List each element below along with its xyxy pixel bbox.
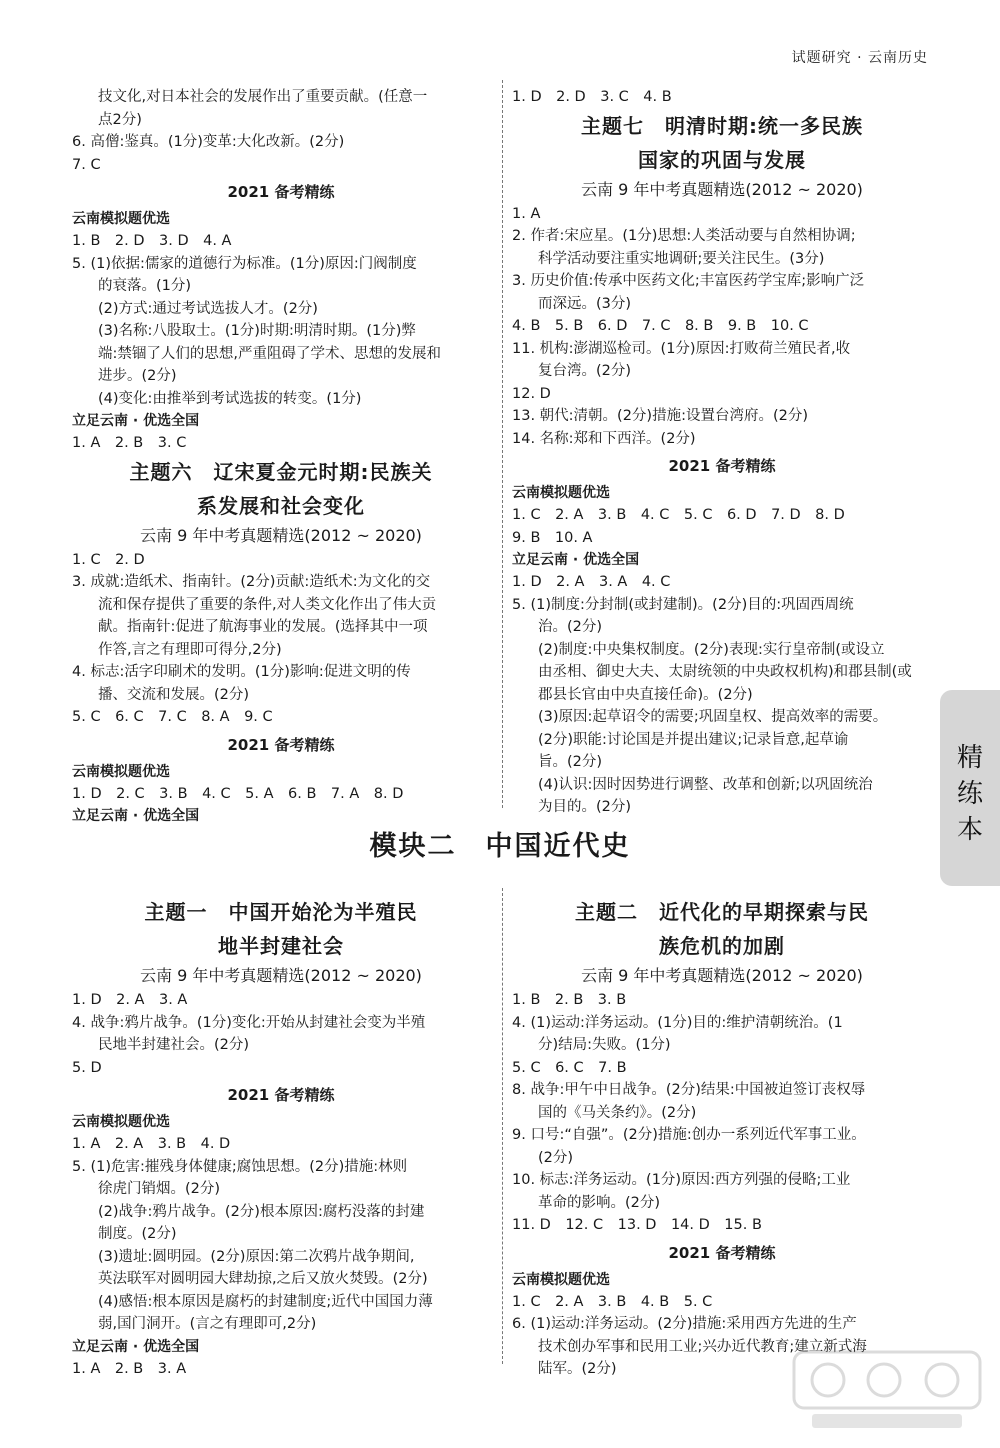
answer-line-continued: (4)感悟:根本原因是腐朽的封建制度;近代中国国力薄 — [98, 1293, 433, 1310]
answer-line: 4. 标志:活字印刷术的发明。(1分)影响:促进文明的传 — [72, 664, 411, 680]
answer-line-continued: 革命的影响。(2分) — [538, 1194, 661, 1211]
answer-line-continued: 的衰落。(1分) — [98, 278, 192, 294]
answer-line-continued: 徐虎门销烟。(2分) — [98, 1181, 221, 1197]
answer-line: 5. C 6. C 7. B — [512, 1059, 627, 1076]
answer-line-continued: 治。(2分) — [538, 619, 603, 635]
answer-line-continued: 为目的。(2分) — [538, 799, 632, 815]
exam-source-subtitle: 云南 9 年中考真题精选(2012 ~ 2020) — [581, 179, 863, 199]
answer-line-continued: 国的《马关条约》。(2分) — [538, 1104, 697, 1121]
subsection-heading: 立足云南 · 优选全国 — [72, 808, 200, 824]
answer-line: 5. (1)依据:儒家的道德行为标准。(1分)原因:门阀制度 — [72, 255, 417, 272]
answer-line-continued: (2)战争:鸦片战争。(2分)根本原因:腐朽没落的封建 — [98, 1203, 425, 1220]
answer-line: 8. 战争:甲午中日战争。(2分)结果:中国被迫签订丧权辱 — [512, 1082, 866, 1098]
answer-line-continued: (4)认识:因时因势进行调整、改革和创新;以巩固统治 — [538, 776, 873, 793]
answer-line: 2. 作者:宋应星。(1分)思想:人类活动要与自然相协调; — [512, 228, 856, 244]
answer-line: 12. D — [512, 385, 551, 402]
answer-line-continued: 技文化,对日本社会的发展作出了重要贡献。(任意一 — [98, 89, 428, 105]
answer-line: 4. (1)运动:洋务运动。(1分)目的:维护清朝统治。(1 — [512, 1014, 843, 1031]
answer-line: 1. D 2. D 3. C 4. B — [512, 89, 672, 105]
answer-line: 9. B 10. A — [512, 529, 593, 546]
topic-title-continued: 族危机的加剧 — [659, 934, 785, 958]
answer-line: 5. (1)制度:分封制(或封建制)。(2分)目的:巩固西周统 — [512, 596, 854, 613]
answer-line-continued: 作答,言之有理即可得分,2分) — [98, 641, 282, 658]
subsection-heading: 立足云南 · 优选全国 — [512, 552, 640, 568]
answer-line-continued: (4)变化:由推举到考试选拔的转变。(1分) — [98, 390, 362, 407]
answer-line-continued: 郡县长官由中央直接任命)。(2分) — [538, 686, 753, 703]
subsection-heading: 云南模拟题优选 — [72, 1114, 170, 1130]
answer-line: 1. B 2. D 3. D 4. A — [72, 233, 232, 249]
column-divider-top — [502, 80, 503, 808]
exam-source-subtitle: 云南 9 年中考真题精选(2012 ~ 2020) — [140, 525, 422, 545]
answer-line-continued: 技术创办军事和民用工业;兴办近代教育;建立新式海 — [538, 1338, 867, 1355]
watermark-logo — [792, 1348, 982, 1434]
section-heading: 2021 备考精练 — [227, 1086, 335, 1104]
top-left-column — [72, 86, 490, 827]
answer-line-continued: (2分)职能:讨论国是并提出建议;记录旨意,起草谕 — [538, 731, 849, 748]
answer-line: 1. C 2. A 3. B 4. B 5. C — [512, 1293, 713, 1310]
answer-line-continued: 进步。(2分) — [98, 368, 177, 384]
side-tab — [940, 690, 1000, 886]
answer-line-continued: 制度。(2分) — [98, 1226, 177, 1242]
answer-line-continued: 献。指南针:促进了航海事业的发展。(选择其中一项 — [98, 619, 428, 635]
side-tab-label: 精练本 — [956, 743, 983, 845]
answer-line: 10. 标志:洋务运动。(1分)原因:西方列强的侵略;工业 — [512, 1172, 851, 1188]
subsection-heading: 云南模拟题优选 — [72, 763, 170, 780]
answer-line-continued: 播、交流和发展。(2分) — [98, 686, 250, 703]
section-heading: 2021 备考精练 — [668, 457, 776, 475]
answer-line: 11. D 12. C 13. D 14. D 15. B — [512, 1217, 762, 1233]
answer-line: 4. B 5. B 6. D 7. C 8. B 9. B 10. C — [512, 318, 809, 334]
topic-title-continued: 国家的巩固与发展 — [638, 147, 806, 172]
answer-line-continued: (3)原因:起草诏令的需要;巩固皇权、提高效率的需要。 — [538, 709, 888, 725]
answer-line-continued: (2分) — [538, 1149, 574, 1166]
answer-line-continued: (2)方式:通过考试选拔人才。(2分) — [98, 300, 318, 317]
answer-line-continued: (3)遗址:圆明园。(2分)原因:第二次鸦片战争期间, — [98, 1248, 415, 1265]
answer-line: 14. 名称:郑和下西洋。(2分) — [512, 430, 696, 447]
subsection-heading: 立足云南 · 优选全国 — [72, 1338, 200, 1355]
answer-line: 3. 成就:造纸术、指南针。(2分)贡献:造纸术:为文化的交 — [72, 574, 431, 590]
subsection-heading: 立足云南 · 优选全国 — [72, 413, 200, 429]
answer-line: 1. C 2. D — [72, 551, 145, 568]
answer-line-continued: 科学活动要注重实地调研;要关注民生。(3分) — [538, 250, 825, 267]
answer-line: 1. D 2. A 3. A — [72, 992, 188, 1008]
subsection-heading: 云南模拟题优选 — [512, 1271, 610, 1288]
exam-source-subtitle: 云南 9 年中考真题精选(2012 ~ 2020) — [140, 966, 422, 985]
answer-line: 1. C 2. A 3. B 4. C 5. C 6. D 7. D 8. D — [512, 507, 845, 523]
bottom-right-column — [512, 895, 932, 1381]
answer-line-continued: 陆军。(2分) — [538, 1361, 617, 1377]
answer-line: 5. D — [72, 1059, 102, 1076]
answer-line-continued: 点2分) — [98, 111, 142, 128]
answer-line: 1. A 2. B 3. A — [72, 1360, 187, 1377]
answer-line: 1. D 2. C 3. B 4. C 5. A 6. B 7. A 8. D — [72, 785, 404, 802]
answer-line-continued: 而深远。(3分) — [538, 295, 632, 312]
section-heading: 2021 备考精练 — [227, 183, 335, 201]
answer-line: 11. 机构:澎湖巡检司。(1分)原因:打败荷兰殖民者,收 — [512, 340, 851, 357]
answer-line: 1. A 2. A 3. B 4. D — [72, 1136, 231, 1152]
subsection-heading: 云南模拟题优选 — [72, 211, 170, 227]
topic-title-continued: 地半封建社会 — [218, 934, 344, 958]
answer-line-continued: 复台湾。(2分) — [538, 363, 632, 379]
top-right-column — [512, 86, 932, 819]
answer-line-continued: 分)结局:失败。(1分) — [538, 1037, 671, 1053]
column-divider-bottom — [502, 888, 503, 1364]
answer-line: 6. (1)运动:洋务运动。(2分)措施:采用西方先进的生产 — [512, 1316, 857, 1332]
answer-line: 9. 口号:“自强”。(2分)措施:创办一系列近代军事工业。 — [512, 1127, 866, 1143]
answer-line: 1. D 2. A 3. A 4. C — [512, 574, 671, 590]
topic-title-continued: 系发展和社会变化 — [197, 493, 365, 518]
answer-line-continued: (2)制度:中央集权制度。(2分)表现:实行皇帝制(或设立 — [538, 641, 885, 658]
topic-title: 主题二 近代化的早期探索与民 — [575, 900, 869, 924]
answer-line: 4. 战争:鸦片战争。(1分)变化:开始从封建社会变为半殖 — [72, 1014, 426, 1031]
answer-line: 5. C 6. C 7. C 8. A 9. C — [72, 709, 273, 725]
bottom-left-column — [72, 895, 490, 1380]
topic-title: 主题七 明清时期:统一多民族 — [581, 113, 863, 138]
module-title: 模块二 中国近代史 — [369, 831, 631, 862]
topic-title: 主题一 中国开始沦为半殖民 — [144, 900, 418, 924]
answer-line-continued: 由丞相、御史大夫、太尉统领的中央政权机构)和郡县制(或 — [538, 664, 912, 680]
answer-line: 6. 高僧:鉴真。(1分)变革:大化改新。(2分) — [72, 134, 345, 150]
answer-line-continued: 旨。(2分) — [538, 754, 603, 770]
answer-line-continued: 民地半封建社会。(2分) — [98, 1037, 250, 1053]
answer-line-continued: 英法联军对圆明园大肆劫掠,之后又放火焚毁。(2分) — [98, 1271, 428, 1287]
answer-line: 1. B 2. B 3. B — [512, 992, 627, 1008]
answer-line-continued: 端:禁锢了人们的思想,严重阻碍了学术、思想的发展和 — [98, 345, 441, 362]
answer-line: 7. C — [72, 156, 101, 173]
exam-source-subtitle: 云南 9 年中考真题精选(2012 ~ 2020) — [581, 966, 863, 985]
answer-line-continued: 弱,国门洞开。(言之有理即可,2分) — [98, 1316, 317, 1332]
topic-title: 主题六 辽宋夏金元时期:民族关 — [129, 459, 433, 484]
answer-line-continued: 流和保存提供了重要的条件,对人类文化作出了伟大贡 — [98, 596, 437, 613]
answer-line: 3. 历史价值:传承中医药文化;丰富医药学宝库;影响广泛 — [512, 273, 865, 289]
answer-line-continued: (3)名称:八股取士。(1分)时期:明清时期。(1分)弊 — [98, 323, 416, 339]
answer-line: 13. 朝代:清朝。(2分)措施:设置台湾府。(2分) — [512, 408, 809, 424]
answer-line: 1. A — [512, 205, 541, 222]
section-heading: 2021 备考精练 — [227, 735, 335, 754]
page-header: 试题研究 · 云南历史 — [791, 50, 928, 66]
answer-line: 1. A 2. B 3. C — [72, 435, 187, 451]
answer-line: 5. (1)危害:摧残身体健康;腐蚀思想。(2分)措施:林则 — [72, 1158, 408, 1175]
subsection-heading: 云南模拟题优选 — [512, 485, 610, 501]
section-heading: 2021 备考精练 — [668, 1243, 776, 1262]
